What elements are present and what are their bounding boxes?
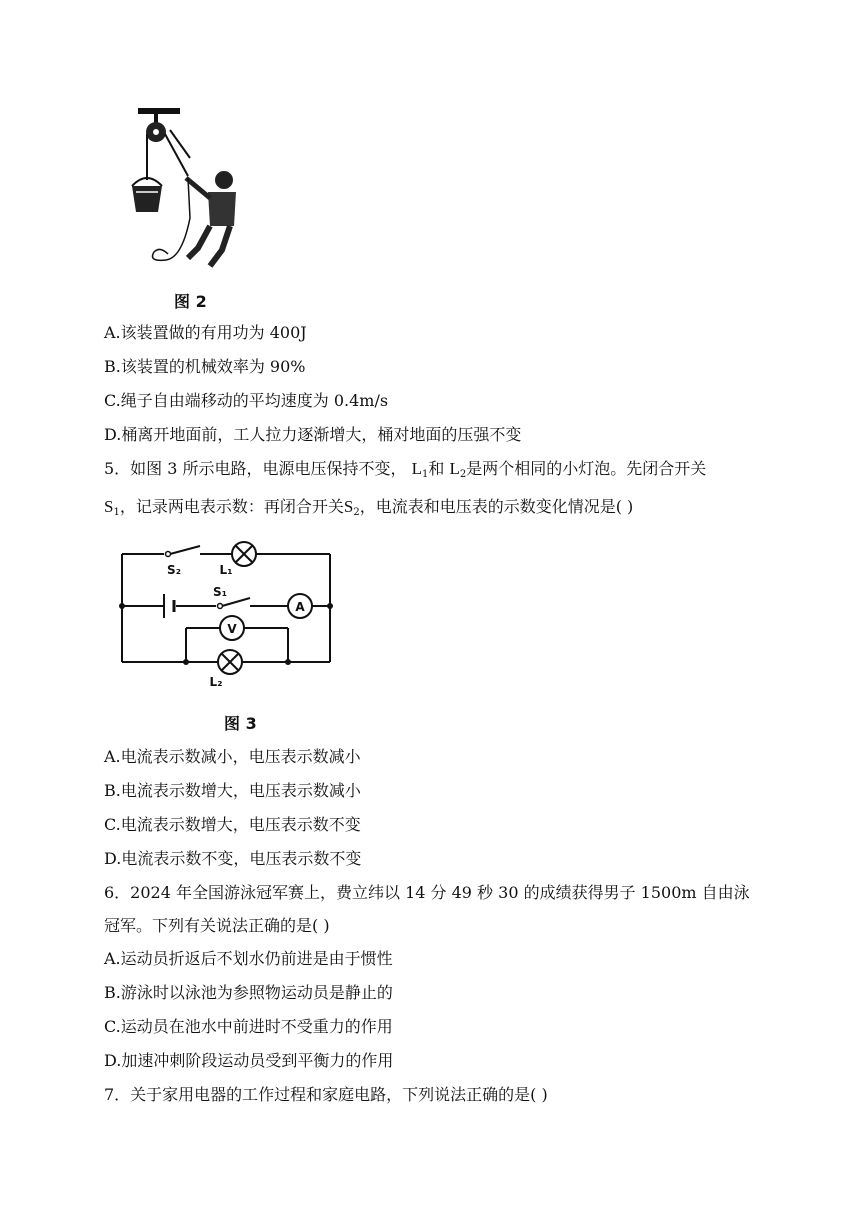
- s2-subscript: 2: [353, 507, 360, 518]
- q5-option-a: A.电流表示数减小，电压表示数减小: [104, 747, 361, 766]
- label-voltmeter: V: [227, 622, 237, 636]
- q5-and: 和: [428, 459, 445, 478]
- q6-option-b: B.游泳时以泳池为参照物运动员是静止的: [104, 983, 393, 1002]
- l2-symbol: L: [449, 459, 460, 478]
- label-s1: S₁: [213, 585, 227, 599]
- q5-text-suffix: 是两个相同的小灯泡。先闭合开关: [466, 459, 707, 478]
- q5-line2-mid: ，记录两电表示数：再闭合开关: [119, 497, 344, 516]
- lamp-l2-icon: [218, 650, 242, 674]
- q6-option-a: A.运动员折返后不划水仍前进是由于惯性: [104, 949, 393, 968]
- q5-text-prefix: 5．如图 3 所示电路，电源电压保持不变，: [104, 459, 407, 478]
- l2-subscript: 2: [459, 469, 467, 480]
- l1-subscript: 1: [422, 469, 429, 480]
- lamp-l1-icon: [232, 542, 256, 566]
- question-6-line-1: 6．2024 年全国游泳冠军赛上，费立纬以 14 分 49 秒 30 的成绩获得男子 1500m 自由泳: [104, 883, 750, 902]
- s2-symbol: S: [343, 497, 354, 516]
- q5-option-b: B.电流表示数增大，电压表示数减小: [104, 781, 361, 800]
- q6-option-d: D.加速冲刺阶段运动员受到平衡力的作用: [104, 1051, 394, 1070]
- option-a: A.该装置做的有用功为 400J: [104, 323, 307, 342]
- figure-2-caption: 图 2: [174, 292, 207, 311]
- question-7-line-1: 7．关于家用电器的工作过程和家庭电路，下列说法正确的是( ): [104, 1085, 548, 1104]
- q5-option-c: C.电流表示数增大，电压表示数不变: [104, 815, 361, 834]
- question-5-line-1: [104, 458, 706, 486]
- s1-subscript: 1: [113, 507, 120, 518]
- figure-3-circuit-diagram: [112, 540, 340, 690]
- label-s2: S₂: [167, 563, 181, 577]
- s1-symbol: S: [104, 497, 114, 516]
- q6-option-c: C.运动员在池水中前进时不受重力的作用: [104, 1017, 393, 1036]
- label-ammeter: A: [295, 600, 305, 614]
- question-5-line-2: [104, 496, 633, 524]
- label-l1: L₁: [219, 563, 233, 577]
- option-c: C.绳子自由端移动的平均速度为 0.4m/s: [104, 391, 389, 410]
- l1-symbol: L: [411, 459, 423, 478]
- option-d: D.桶离开地面前，工人拉力逐渐增大，桶对地面的压强不变: [104, 425, 522, 444]
- q5-option-d: D.电流表示数不变，电压表示数不变: [104, 849, 362, 868]
- q5-line2-suffix: ，电流表和电压表的示数变化情况是( ): [359, 497, 634, 516]
- option-b: B.该装置的机械效率为 90%: [104, 357, 306, 376]
- figure-2-pulley-illustration: [118, 108, 258, 278]
- figure-3-caption: 图 3: [224, 714, 257, 733]
- label-l2: L₂: [209, 675, 223, 689]
- question-6-line-2: 冠军。下列有关说法正确的是( ): [104, 916, 330, 935]
